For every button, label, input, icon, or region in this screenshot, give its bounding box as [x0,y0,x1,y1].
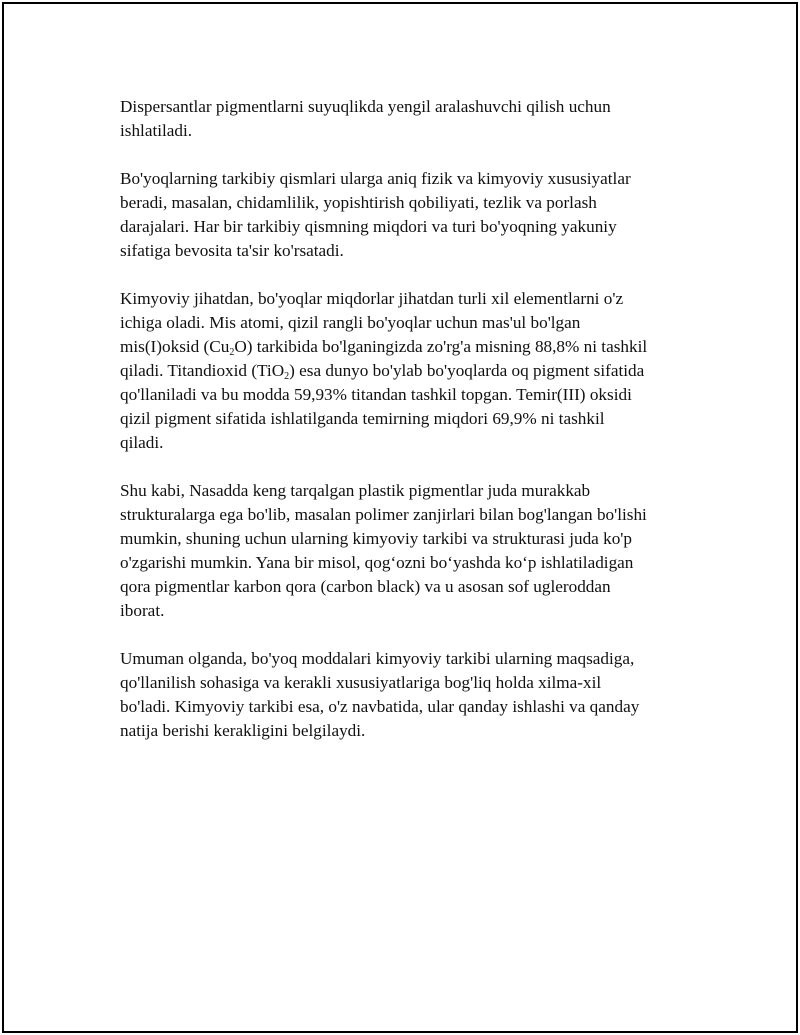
text-segment: natija berishi kerakligini belgilaydi. [120,721,366,740]
text-line [120,335,690,359]
text-segment: mumkin, shuning uchun ularning kimyoviy tarkibi va strukturasi juda ko'p [120,529,632,548]
text-segment: Shu kabi, Nasadda keng tarqalgan plastik pigmentlar juda murakkab [120,481,591,500]
text-segment: qiladi. Titandioxid (TiO [120,361,285,380]
text-segment: ichiga oladi. Mis atomi, qizil rangli bo'yoqlar uchun mas'ul bo'lgan [120,313,581,332]
text-line [120,215,690,239]
text-segment: darajalari. Har bir tarkibiy qismning miqdori va turi bo'yoqning yakuniy [120,217,617,236]
text-line [120,599,690,623]
text-line [120,527,690,551]
text-segment: Bo'yoqlarning tarkibiy qismlari ularga aniq fizik va kimyoviy xususiyatlar [120,169,631,188]
text-segment: qo'llanilish sohasiga va kerakli xususiyatlariga bog'liq holda xilma-xil [120,673,602,692]
text-line [120,671,690,695]
text-segment: O) tarkibida bo'lganingizda zo'rg'a misning 88,8% ni tashkil [234,337,648,356]
text-segment: qizil pigment sifatida ishlatilganda temirning miqdori 69,9% ni tashkil [120,409,605,428]
text-line [120,383,690,407]
text-line [120,551,690,575]
text-line [120,119,690,143]
subscript: 2 [229,347,235,358]
text-segment: iborat. [120,601,165,620]
text-line [120,719,690,743]
paragraph [120,479,690,623]
document-page [2,2,798,1033]
text-line [120,287,690,311]
subscript: 2 [284,371,290,382]
text-line [120,695,690,719]
text-line [120,95,690,119]
text-segment: ) esa dunyo bo'ylab bo'yoqlarda oq pigment sifatida [289,361,645,380]
text-line [120,407,690,431]
paragraph [120,647,690,743]
text-segment: qo'llaniladi va bu modda 59,93% titandan tashkil topgan. Temir(III) oksidi [120,385,632,404]
text-line [120,191,690,215]
text-segment: Kimyoviy jihatdan, bo'yoqlar miqdorlar jihatdan turli xil elementlarni o'z [120,289,624,308]
text-segment: qiladi. [120,433,164,452]
text-segment: Dispersantlar pigmentlarni suyuqlikda yengil aralashuvchi qilish uchun [120,97,611,116]
text-line [120,479,690,503]
text-line [120,239,690,263]
text-segment: strukturalarga ega bo'lib, masalan polimer zanjirlari bilan bog'langan bo'lishi [120,505,647,524]
document-body [120,95,690,767]
text-segment: qora pigmentlar karbon qora (carbon black) va u asosan sof ugleroddan [120,577,611,596]
text-segment: o'zgarishi mumkin. Yana bir misol, qog‘ozni bo‘yashda ko‘p ishlatiladigan [120,553,634,572]
text-line [120,359,690,383]
text-segment: beradi, masalan, chidamlilik, yopishtirish qobiliyati, tezlik va porlash [120,193,597,212]
paragraph [120,95,690,143]
text-segment: bo'ladi. Kimyoviy tarkibi esa, o'z navbatida, ular qanday ishlashi va qanday [120,697,640,716]
text-line [120,575,690,599]
text-line [120,431,690,455]
text-line [120,647,690,671]
paragraph [120,287,690,455]
paragraph [120,167,690,263]
text-line [120,311,690,335]
text-segment: Umuman olganda, bo'yoq moddalari kimyoviy tarkibi ularning maqsadiga, [120,649,635,668]
text-line [120,503,690,527]
text-segment: ishlatiladi. [120,121,193,140]
text-line [120,167,690,191]
text-segment: sifatiga bevosita ta'sir ko'rsatadi. [120,241,344,260]
text-segment: mis(I)oksid (Cu [120,337,230,356]
